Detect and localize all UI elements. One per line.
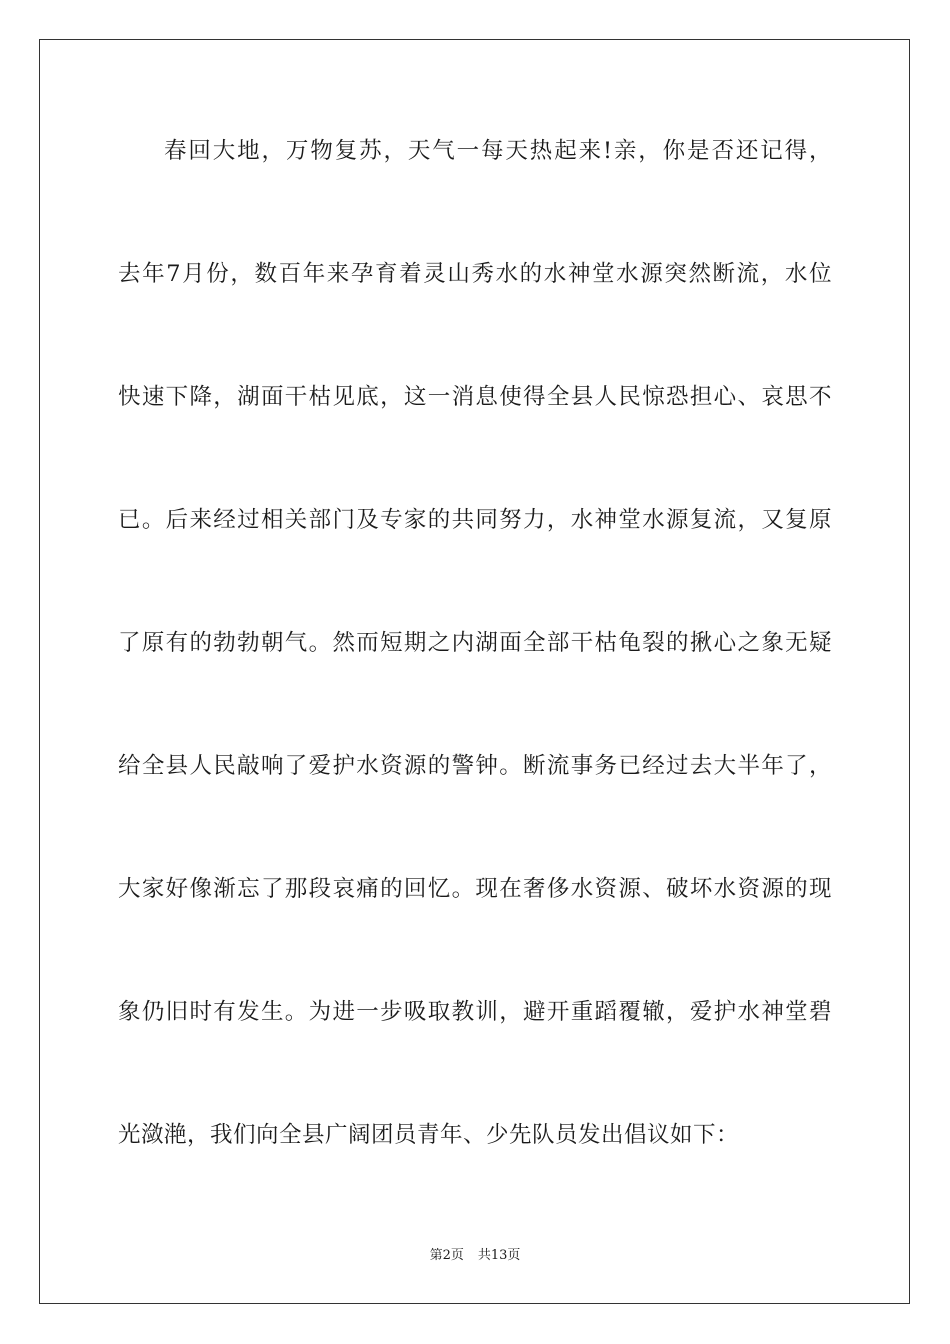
paragraph-line-7: 大家好像渐忘了那段哀痛的回忆。现在奢侈水资源、破坏水资源的现 [118, 876, 832, 902]
page-footer [0, 1247, 950, 1265]
paragraph-line-6: 给全县人民敲响了爱护水资源的警钟。断流事务已经过去大半年了， [118, 753, 832, 779]
page-border [39, 39, 910, 1304]
paragraph-line-1: 春回大地，万物复苏，天气一每天热起来!亲，你是否还记得， [164, 138, 832, 164]
paragraph-line-4: 已。后来经过相关部门及专家的共同努力，水神堂水源复流，又复原 [118, 507, 832, 533]
paragraph-line-5: 了原有的勃勃朝气。然而短期之内湖面全部干枯龟裂的揪心之象无疑 [118, 630, 832, 656]
paragraph-line-3: 快速下降，湖面干枯见底，这一消息使得全县人民惊恐担心、哀思不 [118, 384, 832, 410]
paragraph-line-8: 象仍旧时有发生。为进一步吸取教训，避开重蹈覆辙，爱护水神堂碧 [118, 999, 832, 1025]
paragraph-line-9: 光潋滟，我们向全县广阔团员青年、少先队员发出倡议如下： [118, 1122, 740, 1148]
paragraph-line-2: 去年7月份，数百年来孕育着灵山秀水的水神堂水源突然断流，水位 [118, 261, 832, 287]
page-total: 共13页 [477, 1248, 521, 1263]
page-number: 第2页 [429, 1248, 464, 1263]
